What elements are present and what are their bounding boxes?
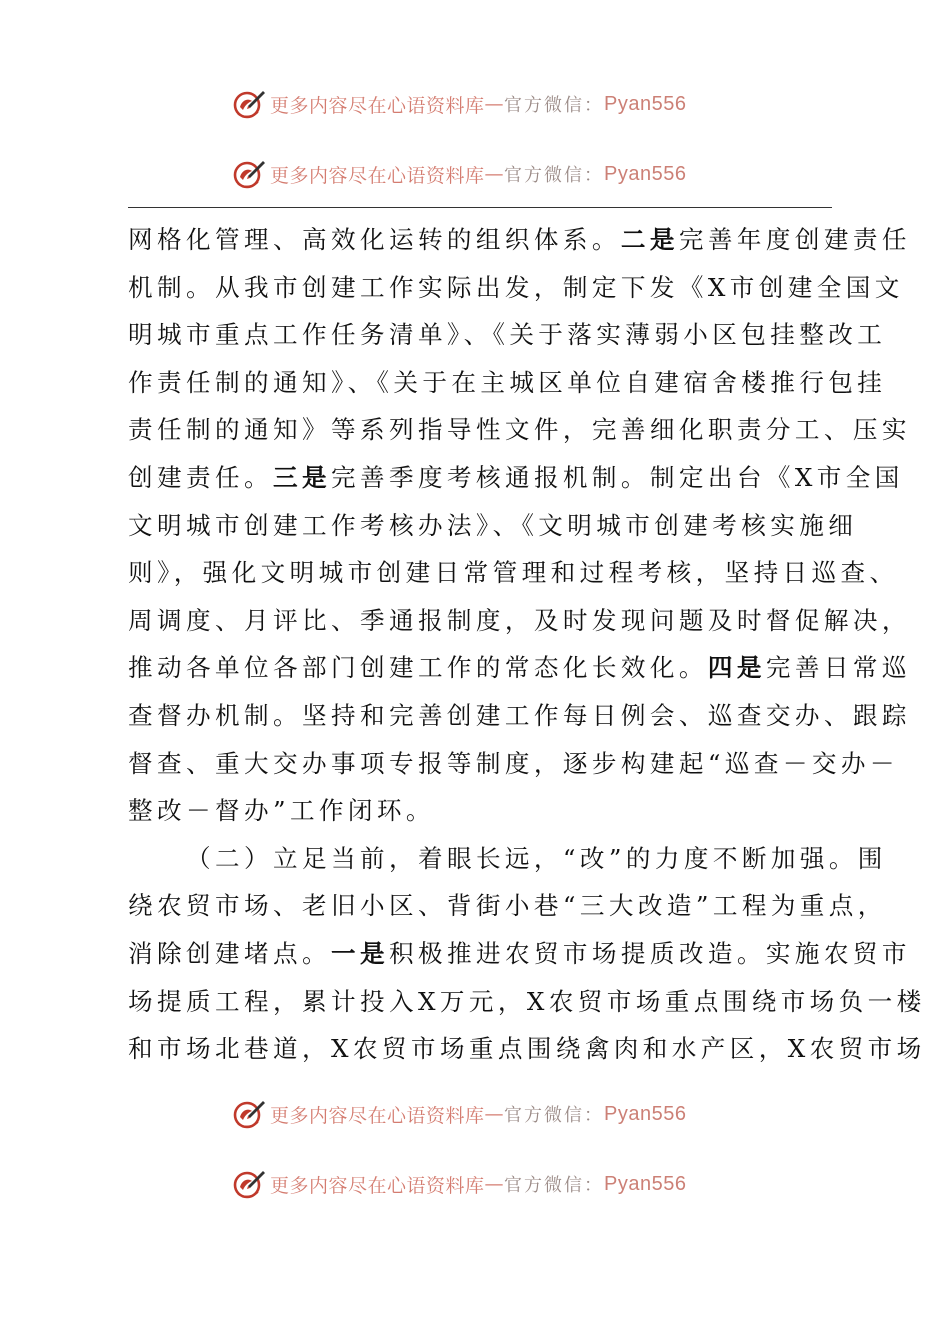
text-segment: 和市场北巷道，X农贸市场重点围绕禽肉和水产区，X农贸市场 — [128, 1034, 926, 1064]
watermark-separator: — — [484, 1173, 505, 1195]
text-segment: 则》，强化文明城市创建日常管理和过程考核，坚持日巡查、 — [128, 558, 899, 588]
text-segment: 整改－督办”工作闭环。 — [128, 796, 435, 826]
watermark-wechat-label: 官方微信： — [504, 1105, 605, 1126]
emphasis-label: 二是 — [620, 225, 679, 254]
text-line — [128, 454, 904, 502]
text-segment: 督查、重大交办事项专报等制度，逐步构建起“巡查－交办－ — [128, 748, 899, 778]
text-segment: 周调度、月评比、季通报制度，及时发现问题及时督促解决， — [128, 605, 911, 635]
text-segment: 查督办机制。坚持和完善创建工作每日例会、巡查交办、跟踪 — [128, 700, 911, 730]
text-line — [128, 740, 899, 788]
document-body — [128, 216, 926, 1073]
watermark-top-1 — [232, 86, 686, 122]
watermark-wechat-label: 官方微信： — [504, 165, 605, 186]
text-line — [128, 787, 832, 835]
text-line — [128, 406, 911, 454]
emphasis-label: 三是 — [272, 462, 331, 492]
text-line — [128, 692, 911, 740]
watermark-wechat-id: Pyan556 — [604, 1172, 687, 1195]
text-line — [128, 978, 926, 1026]
text-line — [128, 930, 911, 978]
text-segment: 消除创建堵点。 — [128, 938, 331, 968]
watermark-separator: — — [484, 93, 505, 115]
emphasis-label: 四是 — [707, 653, 766, 683]
text-segment: （二）立足当前，着眼长远，“改”的力度不断加强。围 — [186, 843, 887, 873]
pen-heart-logo-icon — [232, 157, 266, 191]
text-segment: 场提质工程，累计投入X万元，X农贸市场重点围绕市场负一楼 — [128, 986, 926, 1016]
text-segment: 网格化管理、高效化运转的组织体系。 — [128, 225, 621, 254]
emphasis-label: 一是 — [330, 938, 389, 968]
watermark-wechat-label: 官方微信： — [504, 95, 605, 116]
text-segment: 完善年度创建责任 — [678, 225, 911, 254]
text-segment: 责任制的通知》等系列指导性文件，完善细化职责分工、压实 — [128, 415, 911, 445]
text-segment: 完善日常巡 — [765, 653, 911, 683]
watermark-wechat-label: 官方微信： — [504, 1175, 605, 1196]
text-segment: 创建责任。 — [128, 462, 273, 492]
text-line — [128, 311, 887, 359]
text-segment: 完善季度考核通报机制。制定出台《X市全国 — [330, 462, 904, 492]
watermark-bottom-1 — [232, 1096, 686, 1132]
watermark-top-2 — [232, 156, 686, 192]
text-line — [128, 1025, 926, 1073]
watermark-bottom-2 — [232, 1166, 686, 1202]
text-line — [128, 597, 911, 645]
text-line — [128, 549, 899, 597]
text-segment: 绕农贸市场、老旧小区、背街小巷“三大改造”工程为重点， — [128, 891, 887, 921]
text-segment: 文明城市创建工作考核办法》、《文明城市创建考核实施细 — [128, 510, 858, 540]
watermark-wechat-id: Pyan556 — [604, 162, 687, 185]
text-segment: 机制。从我市创建工作实际出发，制定下发《X市创建全国文 — [128, 272, 904, 302]
text-segment: 明城市重点工作任务清单》、《关于落实薄弱小区包挂整改工 — [128, 320, 887, 350]
text-segment: 积极推进农贸市场提质改造。实施农贸市 — [388, 938, 911, 968]
pen-heart-logo-icon — [232, 1167, 266, 1201]
text-segment: 作责任制的通知》、《关于在主城区单位自建宿舍楼推行包挂 — [128, 367, 887, 397]
text-segment: 推动各单位各部门创建工作的常态化长效化。 — [128, 653, 708, 683]
pen-heart-logo-icon — [232, 1097, 266, 1131]
text-line — [128, 216, 911, 264]
text-line — [128, 882, 887, 930]
watermark-separator: — — [484, 1103, 505, 1125]
watermark-text: 更多内容尽在心语资料库 — [270, 1174, 485, 1197]
text-line — [128, 502, 858, 550]
pen-heart-logo-icon — [232, 87, 266, 121]
text-line — [128, 835, 887, 883]
header-divider — [128, 207, 832, 208]
watermark-text: 更多内容尽在心语资料库 — [270, 164, 485, 187]
watermark-separator: — — [484, 163, 505, 185]
text-line — [128, 264, 904, 312]
watermark-wechat-id: Pyan556 — [604, 92, 687, 115]
watermark-text: 更多内容尽在心语资料库 — [270, 94, 485, 117]
watermark-wechat-id: Pyan556 — [604, 1102, 687, 1125]
text-line — [128, 644, 911, 692]
text-line — [128, 359, 887, 407]
watermark-text: 更多内容尽在心语资料库 — [270, 1104, 485, 1127]
